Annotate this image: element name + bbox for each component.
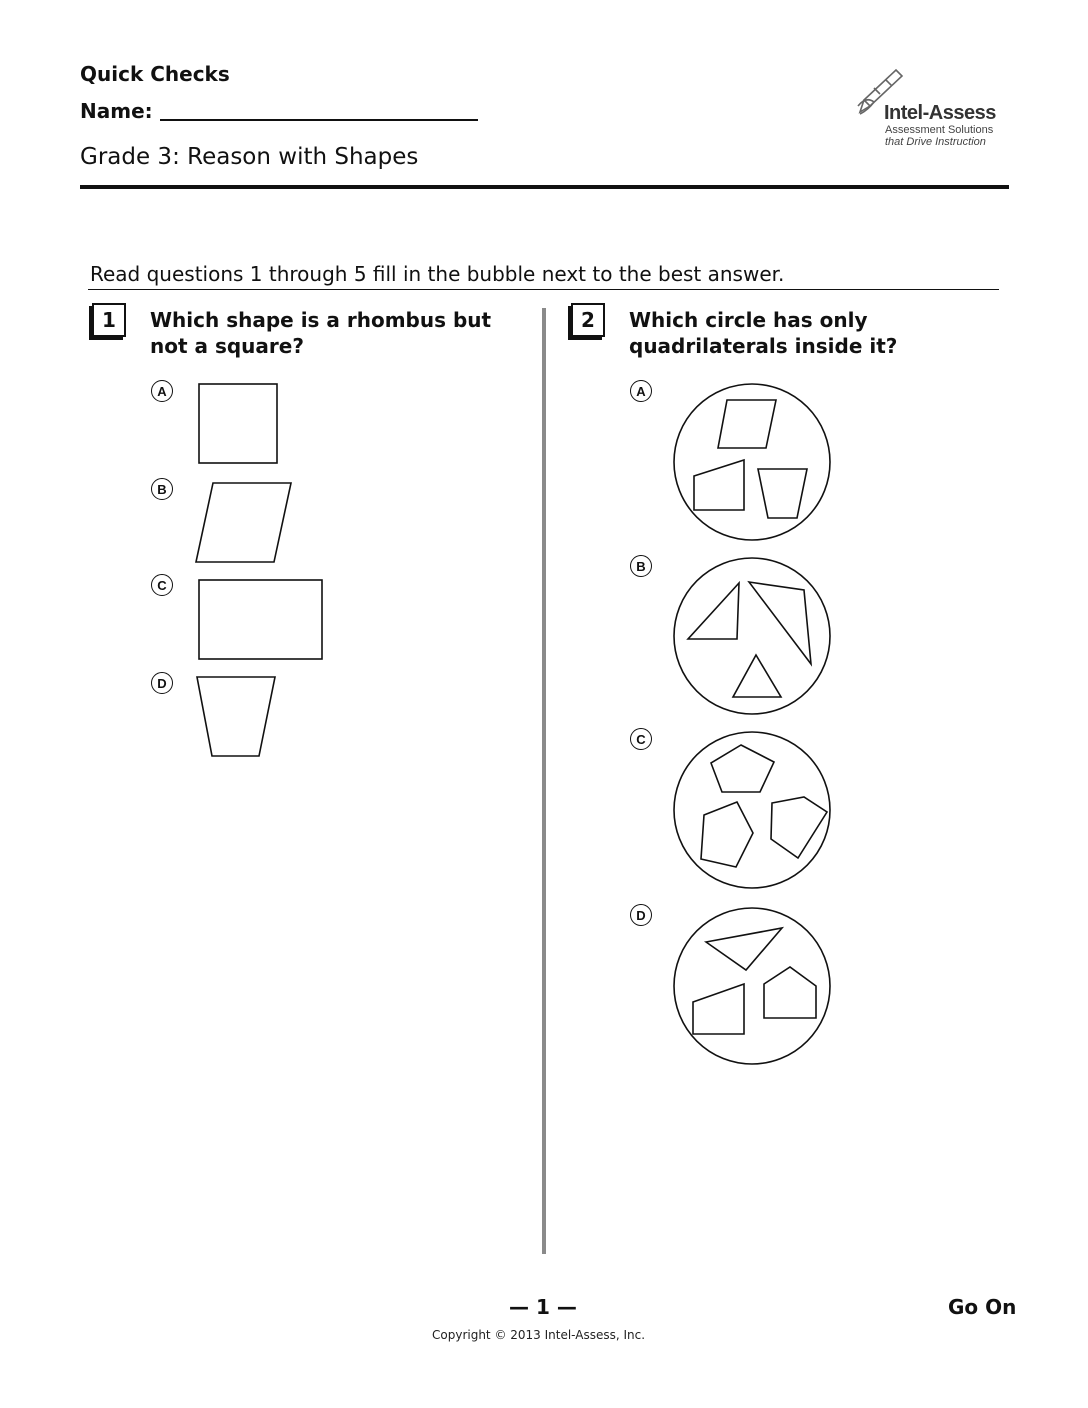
q1-option-a-square xyxy=(197,382,281,466)
name-field-line[interactable] xyxy=(160,119,478,121)
go-on-label: Go On xyxy=(948,1295,1017,1319)
q2-bubble-d[interactable]: D xyxy=(630,904,652,926)
copyright: Copyright © 2013 Intel-Assess, Inc. xyxy=(432,1328,646,1342)
instructions-rule xyxy=(88,289,999,290)
q1-option-d-trapezoid xyxy=(195,675,279,759)
question-2-text-line-2: quadrilaterals inside it? xyxy=(629,334,898,358)
instructions: Read questions 1 through 5 fill in the bubble next to the best answer. xyxy=(90,262,785,286)
logo-tagline-2: that Drive Instruction xyxy=(885,136,986,148)
q2-option-c-circle xyxy=(673,731,833,891)
q1-bubble-c[interactable]: C xyxy=(151,574,173,596)
q1-bubble-d[interactable]: D xyxy=(151,672,173,694)
question-2-text xyxy=(629,307,897,359)
header-rule xyxy=(80,185,1009,189)
q2-bubble-b[interactable]: B xyxy=(630,555,652,577)
page-number: — 1 — xyxy=(509,1295,577,1319)
q2-option-a-circle xyxy=(673,383,833,543)
q1-bubble-b[interactable]: B xyxy=(151,478,173,500)
question-1-text-line-1: Which shape is a rhombus but xyxy=(150,308,492,332)
q1-option-c-rectangle xyxy=(197,578,325,662)
question-1-text xyxy=(150,307,491,359)
question-1-number: 1 xyxy=(92,303,126,337)
question-2-number: 2 xyxy=(571,303,605,337)
logo-brand: Intel-Assess xyxy=(884,102,996,124)
logo-tagline-1: Assessment Solutions xyxy=(885,124,994,136)
q2-bubble-c[interactable]: C xyxy=(630,728,652,750)
q2-option-b-circle xyxy=(673,557,833,717)
page-title: Grade 3: Reason with Shapes xyxy=(80,144,419,170)
q2-option-d-circle xyxy=(673,907,833,1067)
name-label: Name: xyxy=(80,99,153,123)
intel-assess-logo xyxy=(852,66,1012,150)
series-title: Quick Checks xyxy=(80,62,230,86)
q2-bubble-a[interactable]: A xyxy=(630,380,652,402)
question-1-text-line-2: not a square? xyxy=(150,334,304,358)
column-divider xyxy=(542,308,546,1254)
question-2-text-line-1: Which circle has only xyxy=(629,308,868,332)
q1-bubble-a[interactable]: A xyxy=(151,380,173,402)
q1-option-b-rhombus xyxy=(194,481,294,565)
